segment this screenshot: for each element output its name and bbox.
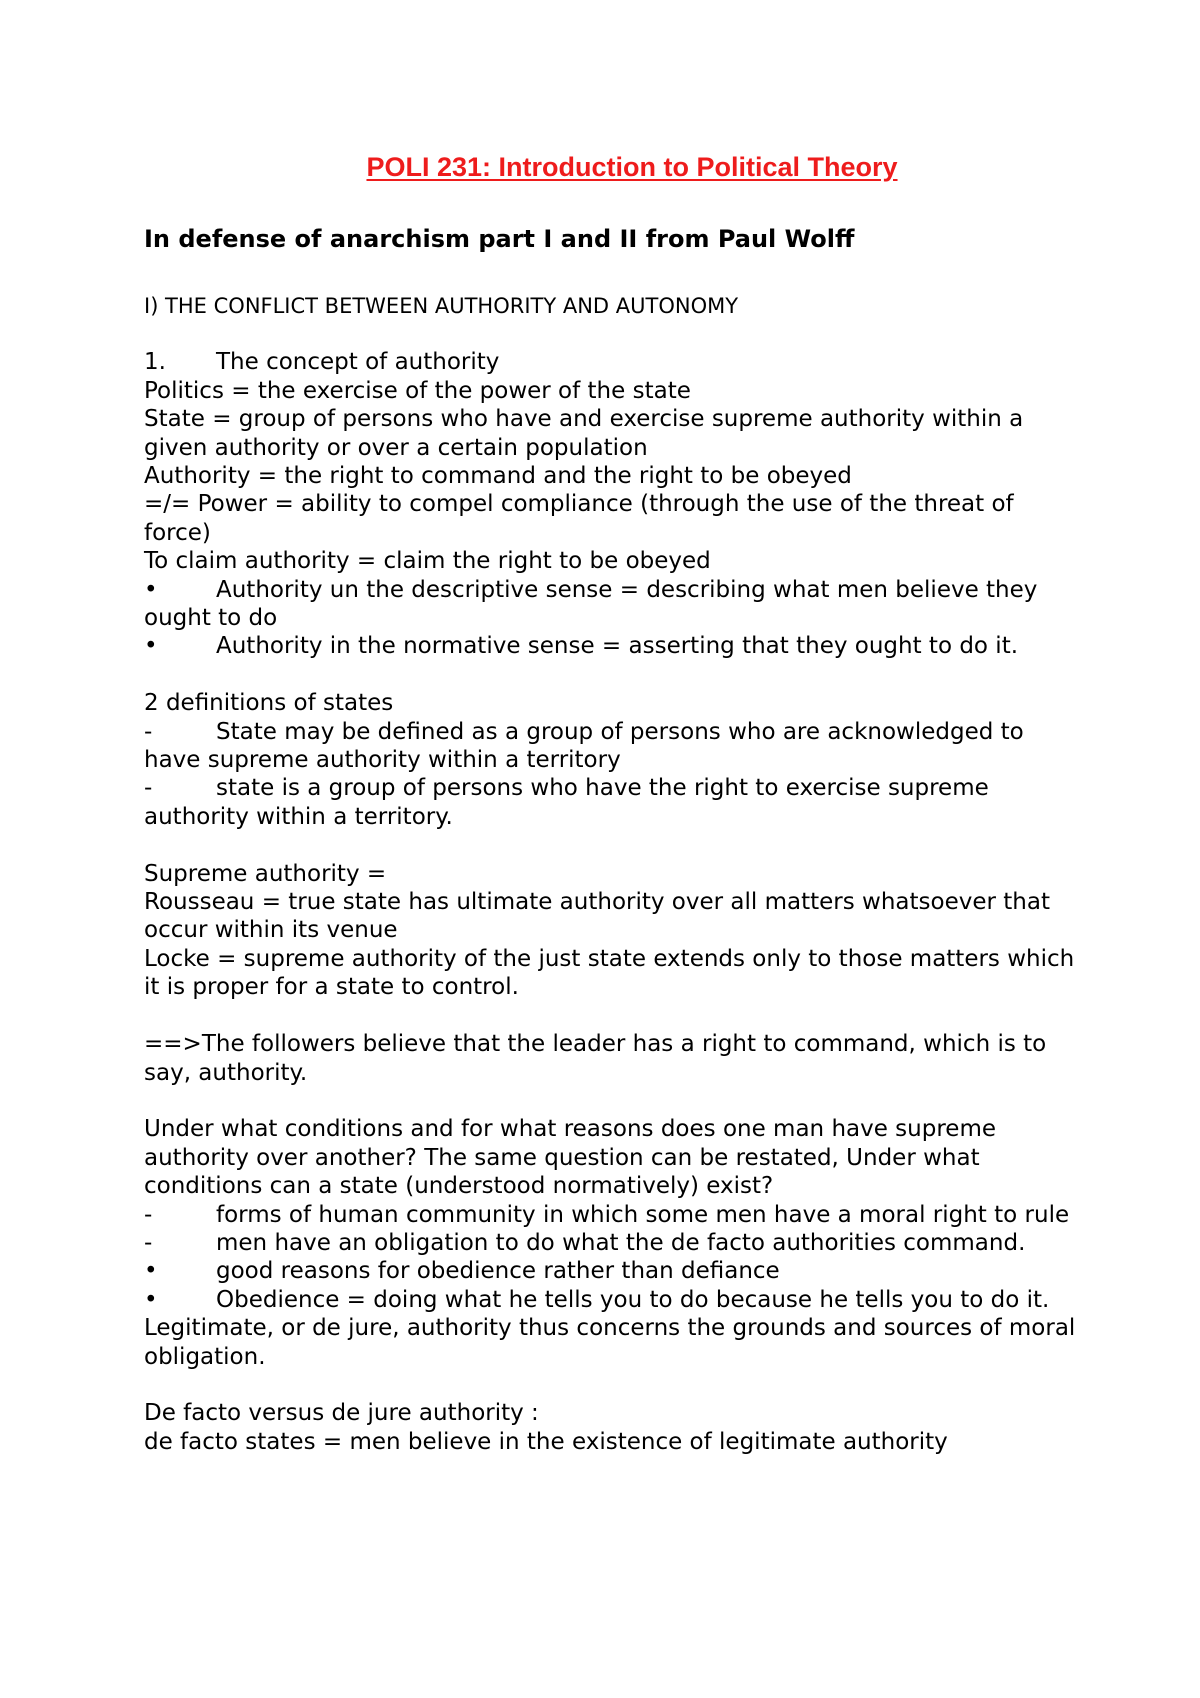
definitions-heading: 2 definitions of states: [144, 690, 394, 717]
item-text: The concept of authority: [216, 349, 500, 376]
dash-item: [144, 1229, 1084, 1257]
text-line: Locke = supreme authority of the just state extends only to those matters which it is proper for a state to control.: [144, 945, 1075, 1001]
dash-marker: -: [144, 718, 153, 745]
bullet-marker: •: [144, 1286, 158, 1313]
bullet-item: [144, 632, 1084, 660]
numbered-item: [144, 348, 1084, 376]
dash-marker: -: [144, 775, 153, 802]
text-line: =/= Power = ability to compel compliance (through the use of the threat of force): [144, 491, 1014, 546]
dash-marker: -: [144, 1201, 153, 1228]
text-line: de facto states = men believe in the existence of legitimate authority: [144, 1428, 948, 1455]
bullet-item: [144, 576, 1084, 633]
question-paragraph: Under what conditions and for what reasons does one man have supreme authority over another? The same question can be restated, Under what conditions can a state (understood normatively) exist?: [144, 1116, 996, 1200]
document-subtitle: In defense of anarchism part I and II from Paul Wolff: [144, 225, 855, 253]
dash-item: [144, 774, 1084, 831]
dash-text: men have an obligation to do what the de facto authorities command.: [216, 1229, 1026, 1256]
bullet-text: Authority un the descriptive sense = describing what men believe they ought to do: [144, 576, 1038, 632]
document-body: [144, 150, 1084, 1456]
bullet-item: [144, 1286, 1084, 1371]
bullet-marker: •: [144, 1258, 158, 1285]
followers-line: ==>The followers believe that the leader has a right to command, which is to say, authority.: [144, 1031, 1047, 1086]
text-line: Authority = the right to command and the right to be obeyed: [144, 463, 852, 490]
spacer: [144, 320, 1084, 348]
text-line: State = group of persons who have and exercise supreme authority within a given authority or over a certain population: [144, 406, 1024, 461]
spacer: [144, 831, 1084, 859]
text-line: To claim authority = claim the right to be obeyed: [144, 548, 711, 575]
text-line: Rousseau = true state has ultimate authority over all matters whatsoever that occur within its venue: [144, 889, 1050, 944]
text-line: Politics = the exercise of the power of the state: [144, 377, 691, 404]
document-title: POLI 231: Introduction to Political Theory: [366, 152, 898, 182]
section-heading: I) THE CONFLICT BETWEEN AUTHORITY AND AUTONOMY: [144, 294, 739, 318]
bullet-marker: •: [144, 633, 158, 660]
bullet-text: Obedience = doing what he tells you to do because he tells you to do it. Legitimate, or de jure, authority thus concerns the grounds and sources of moral obligation.: [144, 1286, 1076, 1370]
bullet-item: [144, 1257, 1084, 1285]
spacer: [144, 1002, 1084, 1030]
dash-item: [144, 1201, 1084, 1229]
text-line: Supreme authority =: [144, 860, 387, 887]
item-marker: 1.: [144, 349, 166, 376]
spacer: [144, 661, 1084, 689]
bullet-text: Authority in the normative sense = asserting that they ought to do it.: [216, 633, 1019, 660]
dash-marker: -: [144, 1229, 153, 1256]
spacer: [144, 1087, 1084, 1115]
bullet-marker: •: [144, 576, 158, 603]
spacer: [144, 1371, 1084, 1399]
dash-text: State may be defined as a group of persons who are acknowledged to have supreme authority within a territory: [144, 718, 1024, 774]
dash-text: forms of human community in which some men have a moral right to rule: [216, 1201, 1070, 1228]
text-line: De facto versus de jure authority :: [144, 1400, 539, 1427]
dash-item: [144, 718, 1084, 775]
dash-text: state is a group of persons who have the right to exercise supreme authority within a territory.: [144, 775, 989, 830]
bullet-text: good reasons for obedience rather than defiance: [216, 1258, 780, 1285]
